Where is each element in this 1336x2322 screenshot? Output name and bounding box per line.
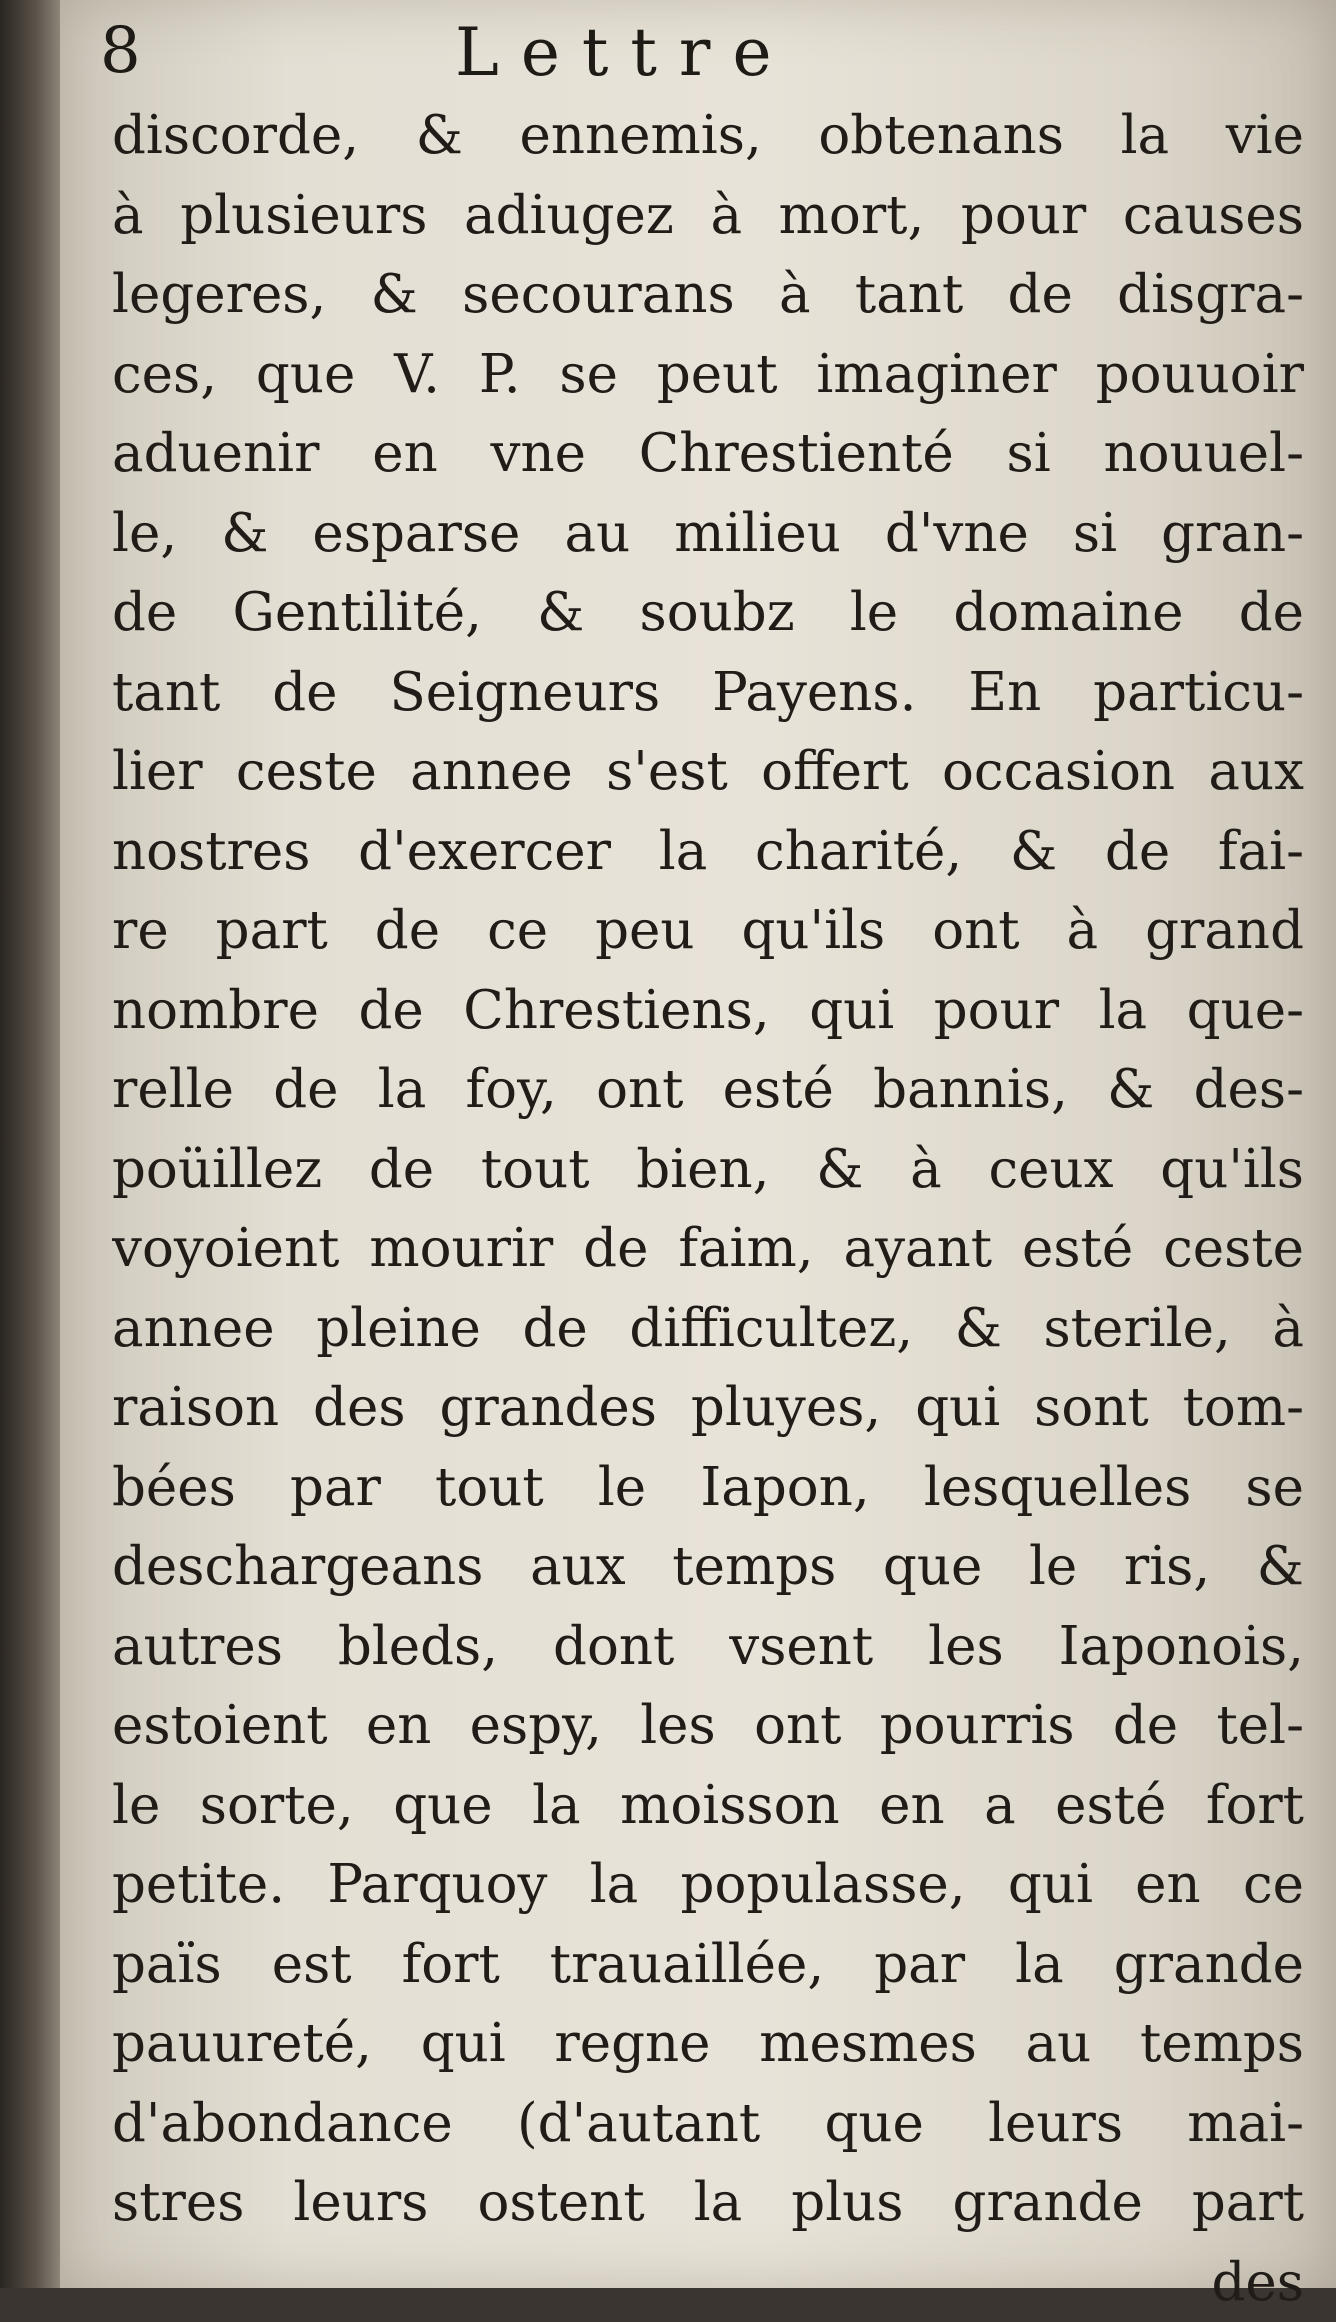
text-line: autres bleds, dont vsent les Iaponois,	[112, 1607, 1304, 1687]
text-line: lier ceste annee s'est offert occasion aux	[112, 732, 1304, 812]
text-line: raison des grandes pluyes, qui sont tom-	[112, 1368, 1304, 1448]
text-line: d'abondance (d'autant que leurs mai-	[112, 2084, 1304, 2164]
text-line: le, & esparse au milieu d'vne si gran-	[112, 494, 1304, 574]
text-line: pauureté, qui regne mesmes au temps	[112, 2004, 1304, 2084]
page-number: 8	[100, 14, 141, 88]
text-line: annee pleine de difficultez, & sterile, à	[112, 1289, 1304, 1369]
text-line: le sorte, que la moisson en a esté fort	[112, 1766, 1304, 1846]
text-line: des	[112, 2243, 1304, 2322]
text-line: discorde, & ennemis, obtenans la vie	[112, 96, 1304, 176]
text-line: relle de la foy, ont esté bannis, & des-	[112, 1050, 1304, 1130]
text-line: petite. Parquoy la populasse, qui en ce	[112, 1845, 1304, 1925]
text-line: tant de Seigneurs Payens. En particu-	[112, 653, 1304, 733]
text-line: stres leurs ostent la plus grande part	[112, 2163, 1304, 2243]
book-gutter-edge	[0, 0, 60, 2288]
text-line: poüillez de tout bien, & à ceux qu'ils	[112, 1130, 1304, 1210]
text-line: re part de ce peu qu'ils ont à grand	[112, 891, 1304, 971]
text-line: aduenir en vne Chrestienté si nouuel-	[112, 414, 1304, 494]
text-line: de Gentilité, & soubz le domaine de	[112, 573, 1304, 653]
text-line: nombre de Chrestiens, qui pour la que-	[112, 971, 1304, 1051]
body-text	[112, 96, 1304, 2322]
text-line: bées par tout le Iapon, lesquelles se	[112, 1448, 1304, 1528]
text-line: nostres d'exercer la charité, & de fai-	[112, 812, 1304, 892]
text-line: à plusieurs adiugez à mort, pour causes	[112, 176, 1304, 256]
text-line: ces, que V. P. se peut imaginer pouuoir	[112, 335, 1304, 415]
text-line: voyoient mourir de faim, ayant esté ceste	[112, 1209, 1304, 1289]
text-line: estoient en espy, les ont pourris de tel-	[112, 1686, 1304, 1766]
page-header	[100, 14, 1280, 94]
running-head: Lettre	[455, 14, 794, 91]
text-line: païs est fort trauaillée, par la grande	[112, 1925, 1304, 2005]
text-line: legeres, & secourans à tant de disgra-	[112, 255, 1304, 335]
text-line: deschargeans aux temps que le ris, &	[112, 1527, 1304, 1607]
book-page	[60, 0, 1336, 2288]
